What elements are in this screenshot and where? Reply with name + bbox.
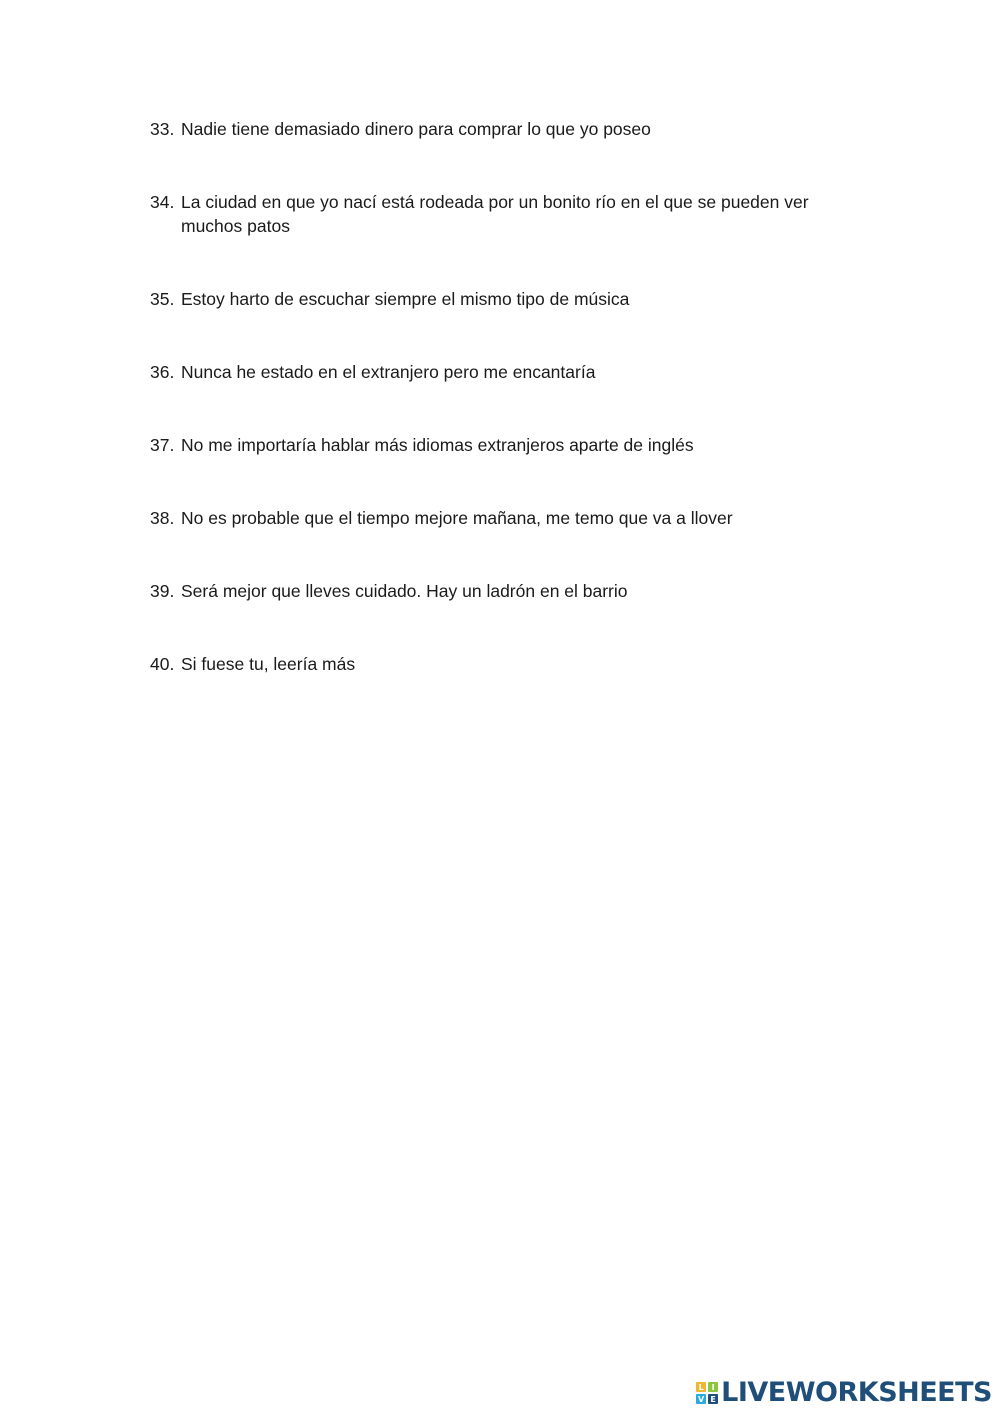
sentence-list — [150, 117, 870, 725]
sentence-number: 38. — [150, 508, 175, 528]
sentence-number: 35. — [150, 289, 175, 309]
sentence-number: 36. — [150, 362, 175, 382]
sentence-text: La ciudad en que yo nací está rodeada por un bonito río en el que se pueden ver muchos patos — [181, 192, 809, 236]
logo-mark-letter: I — [708, 1382, 718, 1392]
sentence-item — [150, 506, 870, 530]
sentence-item — [150, 360, 870, 384]
liveworksheets-logo — [696, 1378, 992, 1408]
logo-mark-letter: V — [698, 1394, 705, 1404]
sentence-text: No es probable que el tiempo mejore mañana, me temo que va a llover — [181, 508, 733, 528]
logo-mark-icon — [696, 1382, 718, 1404]
sentence-item — [150, 287, 870, 311]
sentence-text: Si fuese tu, leería más — [181, 654, 356, 674]
sentence-item — [150, 652, 870, 676]
sentence-text: No me importaría hablar más idiomas extranjeros aparte de inglés — [181, 435, 694, 455]
sentence-item — [150, 433, 870, 457]
sentence-item — [150, 190, 870, 238]
sentence-number: 37. — [150, 435, 175, 455]
sentence-number: 34. — [150, 192, 175, 212]
sentence-number: 39. — [150, 581, 175, 601]
sentence-text: Nadie tiene demasiado dinero para comprar lo que yo poseo — [181, 119, 651, 139]
sentence-text: Nunca he estado en el extranjero pero me encantaría — [181, 362, 596, 382]
logo-mark-letter: L — [696, 1382, 706, 1392]
logo-mark-letter: E — [708, 1394, 718, 1404]
sentence-item — [150, 117, 870, 141]
sentence-text: Estoy harto de escuchar siempre el mismo tipo de música — [181, 289, 630, 309]
sentence-number: 40. — [150, 654, 175, 674]
sentence-text: Será mejor que lleves cuidado. Hay un ladrón en el barrio — [181, 581, 628, 601]
sentence-number: 33. — [150, 119, 175, 139]
sentence-item — [150, 579, 870, 603]
logo-text: LIVEWORKSHEETS — [721, 1377, 992, 1408]
